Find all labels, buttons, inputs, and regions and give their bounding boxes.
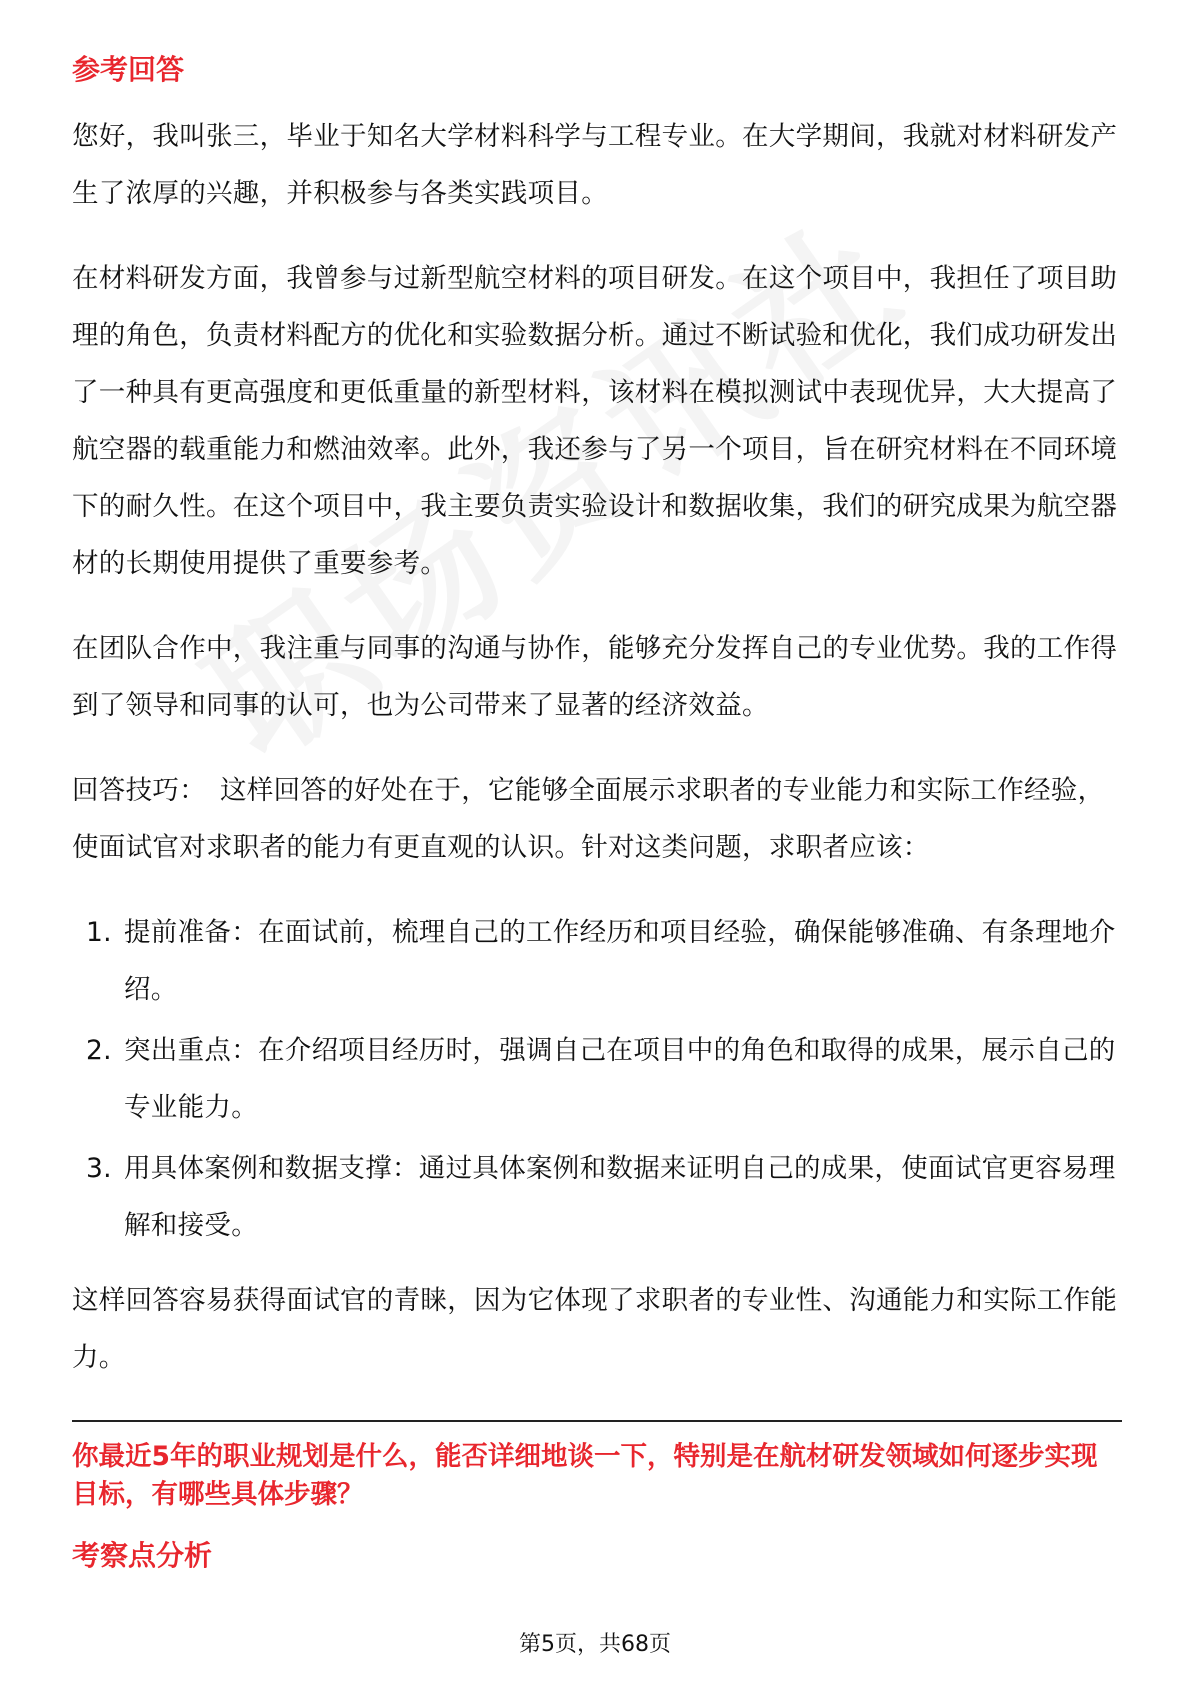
answer-paragraph-1: 您好，我叫张三，毕业于知名大学材料科学与工程专业。在大学期间，我就对材料研发产生了浓厚的兴趣，并积极参与各类实践项目。 xyxy=(72,121,1118,209)
tips-conclusion-paragraph: 这样回答容易获得面试官的青睐，因为它体现了求职者的专业性、沟通能力和实际工作能力。 xyxy=(72,1285,1118,1373)
page-number-footer: 第5页，共68页 xyxy=(519,1632,671,1657)
tips-intro-paragraph xyxy=(72,762,1122,876)
list-item-text: 提前准备：在面试前，梳理自己的工作经历和项目经验，确保能够准确、有条理地介绍。 xyxy=(124,917,1116,1005)
page-content xyxy=(72,50,1122,1576)
list-item-number: 3. xyxy=(86,1153,112,1184)
list-item xyxy=(72,904,1122,1018)
answer-paragraph-2: 在材料研发方面，我曾参与过新型航空材料的项目研发。在这个项目中，我担任了项目助理的角色，负责材料配方的优化和实验数据分析。通过不断试验和优化，我们成功研发出了一种具有更高强度和更低重量的新型材料，该材料在模拟测试中表现优异，大大提高了航空器的载重能力和燃油效率。此外，我还参与了另一个项目，旨在研究材料在不同环境下的耐久性。在这个项目中，我主要负责实验设计和数据收集，我们的研究成果为航空器材的长期使用提供了重要参考。 xyxy=(72,263,1118,579)
answer-paragraph-3: 在团队合作中，我注重与同事的沟通与协作，能够充分发挥自己的专业优势。我的工作得到了领导和同事的认可，也为公司带来了显著的经济效益。 xyxy=(72,633,1118,721)
tips-intro-text: 这样回答的好处在于，它能够全面展示求职者的专业能力和实际工作经验，使面试官对求职者的能力有更直观的认识。针对这类问题，求职者应该： xyxy=(72,775,1105,863)
list-item xyxy=(72,1022,1122,1136)
answer-section-title: 参考回答 xyxy=(72,53,185,86)
list-item-number: 1. xyxy=(86,917,112,948)
analysis-section-title: 考察点分析 xyxy=(72,1539,213,1572)
list-item-text: 用具体案例和数据支撑：通过具体案例和数据来证明自己的成果，使面试官更容易理解和接受。 xyxy=(124,1153,1116,1241)
next-question-heading: 你最近5年的职业规划是什么，能否详细地谈一下，特别是在航材研发领域如何逐步实现目标，有哪些具体步骤？ xyxy=(72,1441,1098,1510)
list-item-text: 突出重点：在介绍项目经历时，强调自己在项目中的角色和取得的成果，展示自己的专业能力。 xyxy=(124,1035,1116,1123)
list-item xyxy=(72,1140,1122,1254)
section-divider xyxy=(72,1420,1122,1422)
tips-list xyxy=(72,904,1122,1254)
list-item-number: 2. xyxy=(86,1035,112,1066)
tips-label: 回答技巧： xyxy=(72,775,206,806)
